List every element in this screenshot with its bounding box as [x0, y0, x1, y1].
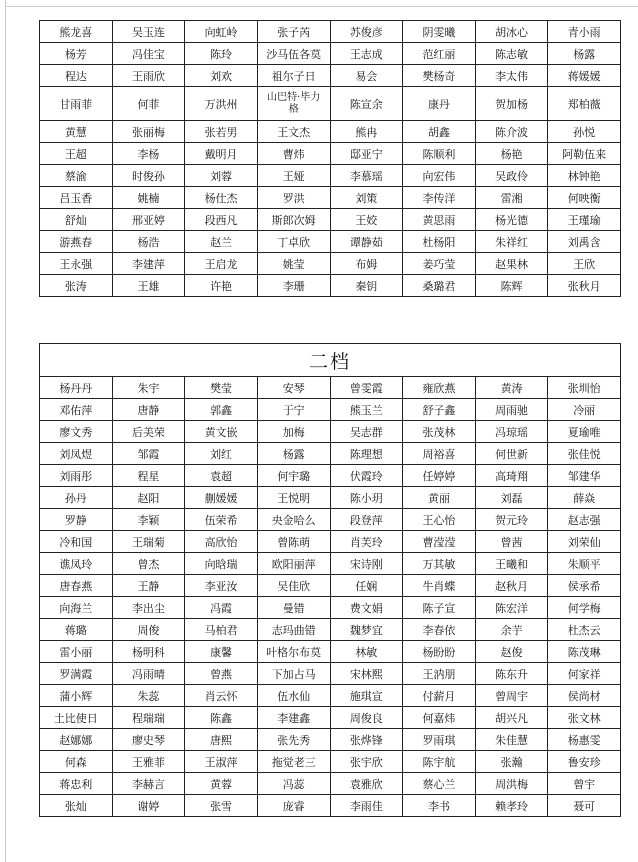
name-cell: 刘红 — [185, 443, 258, 465]
name-cell: 曾燕 — [185, 663, 258, 685]
name-cell: 周裕喜 — [403, 443, 476, 465]
table-row — [40, 253, 621, 275]
table-row — [40, 729, 621, 751]
table-row — [40, 663, 621, 685]
table-row — [40, 641, 621, 663]
name-cell: 时俊孙 — [112, 165, 185, 187]
name-cell: 朱顺平 — [548, 553, 621, 575]
name-cell: 陈介波 — [475, 121, 548, 143]
name-cell: 王欣 — [548, 253, 621, 275]
name-cell: 王淑萍 — [185, 751, 258, 773]
name-cell: 张佳悦 — [548, 443, 621, 465]
name-cell: 刘雨彤 — [40, 465, 113, 487]
page-top-edge — [5, 6, 638, 7]
name-cell: 冷和国 — [40, 531, 113, 553]
name-cell: 戴明月 — [185, 143, 258, 165]
name-cell: 斯郎次姆 — [257, 209, 330, 231]
name-cell: 何学梅 — [548, 597, 621, 619]
name-cell: 罗静 — [40, 509, 113, 531]
name-cell: 伍荣希 — [185, 509, 258, 531]
name-cell: 唐静 — [112, 399, 185, 421]
table-row — [40, 575, 621, 597]
name-cell: 谢婷 — [112, 795, 185, 817]
name-cell: 冯琼瑶 — [475, 421, 548, 443]
name-cell: 王悦明 — [257, 487, 330, 509]
table-row — [40, 597, 621, 619]
name-cell: 王瑞菊 — [112, 531, 185, 553]
name-cell: 何宇璐 — [257, 465, 330, 487]
name-table-section-2 — [39, 343, 621, 817]
name-cell: 贺元玲 — [475, 509, 548, 531]
name-cell: 余芋 — [475, 619, 548, 641]
name-cell: 张子芮 — [257, 21, 330, 43]
name-cell: 姜巧莹 — [403, 253, 476, 275]
name-cell: 蒲小辉 — [40, 685, 113, 707]
name-cell: 曾雯霞 — [330, 377, 403, 399]
name-cell: 杨艳 — [475, 143, 548, 165]
name-cell: 阴雯曦 — [403, 21, 476, 43]
name-cell: 林钟艳 — [548, 165, 621, 187]
name-cell: 雍欣燕 — [403, 377, 476, 399]
name-cell: 王娅 — [257, 165, 330, 187]
name-cell: 何映衡 — [548, 187, 621, 209]
name-cell: 杨露 — [257, 443, 330, 465]
name-cell: 姚莹 — [257, 253, 330, 275]
name-cell: 吴政伶 — [475, 165, 548, 187]
name-cell: 施琪宣 — [330, 685, 403, 707]
name-cell: 张圳怡 — [548, 377, 621, 399]
name-cell: 朱蕊 — [112, 685, 185, 707]
name-cell: 黄涛 — [475, 377, 548, 399]
name-cell: 赵果林 — [475, 253, 548, 275]
name-cell: 孙悦 — [548, 121, 621, 143]
table-row — [40, 443, 621, 465]
name-cell: 罗满霞 — [40, 663, 113, 685]
name-cell: 拖觉老三 — [257, 751, 330, 773]
name-cell: 段西凡 — [185, 209, 258, 231]
name-cell: 邸亚宁 — [330, 143, 403, 165]
name-cell: 冯雨晴 — [112, 663, 185, 685]
name-cell: 王瑾瑜 — [548, 209, 621, 231]
name-cell: 曼错 — [257, 597, 330, 619]
table-row — [40, 531, 621, 553]
name-cell: 唐春燕 — [40, 575, 113, 597]
name-cell: 何森 — [40, 751, 113, 773]
table-row — [40, 43, 621, 65]
name-cell: 李赫言 — [112, 773, 185, 795]
name-cell: 青小雨 — [548, 21, 621, 43]
name-cell: 曾宇 — [548, 773, 621, 795]
name-cell: 伍水仙 — [257, 685, 330, 707]
name-cell: 赖孝玲 — [475, 795, 548, 817]
name-cell: 袁雅欣 — [330, 773, 403, 795]
name-cell: 张丽梅 — [112, 121, 185, 143]
table-row — [40, 65, 621, 87]
name-cell: 陈宏洋 — [475, 597, 548, 619]
name-cell: 侯尚材 — [548, 685, 621, 707]
name-cell: 后美荣 — [112, 421, 185, 443]
name-cell: 桑璐君 — [403, 275, 476, 297]
name-cell: 蒯媛媛 — [185, 487, 258, 509]
table-row — [40, 553, 621, 575]
name-cell: 范红丽 — [403, 43, 476, 65]
name-cell: 吴志群 — [330, 421, 403, 443]
name-cell: 樊杨奇 — [403, 65, 476, 87]
table-row — [40, 421, 621, 443]
name-cell: 李亚汝 — [185, 575, 258, 597]
name-cell: 薛焱 — [548, 487, 621, 509]
name-cell: 万洪州 — [185, 87, 258, 121]
page-left-edge — [5, 0, 6, 862]
name-cell: 康丹 — [403, 87, 476, 121]
name-cell: 朱祥红 — [475, 231, 548, 253]
name-cell: 杨惠雯 — [548, 729, 621, 751]
name-cell: 曹炜 — [257, 143, 330, 165]
name-cell: 甘雨菲 — [40, 87, 113, 121]
name-cell: 祖尔子日 — [257, 65, 330, 87]
name-cell: 李书 — [403, 795, 476, 817]
name-cell: 李颖 — [112, 509, 185, 531]
name-cell: 游燕春 — [40, 231, 113, 253]
table-row — [40, 685, 621, 707]
name-cell: 加梅 — [257, 421, 330, 443]
name-cell: 曾杰 — [112, 553, 185, 575]
name-cell: 央金哈么 — [257, 509, 330, 531]
name-cell: 张瀚 — [475, 751, 548, 773]
table-row — [40, 275, 621, 297]
name-cell: 沙马伍各莫 — [257, 43, 330, 65]
name-cell: 朱佳慧 — [475, 729, 548, 751]
name-cell: 吕玉香 — [40, 187, 113, 209]
name-cell: 程星 — [112, 465, 185, 487]
name-cell: 赵阳 — [112, 487, 185, 509]
name-cell: 杨浩 — [112, 231, 185, 253]
name-cell: 高欣怡 — [185, 531, 258, 553]
name-cell: 蔡心兰 — [403, 773, 476, 795]
name-cell: 何世新 — [475, 443, 548, 465]
name-cell: 雷小丽 — [40, 641, 113, 663]
name-cell: 曾周宇 — [475, 685, 548, 707]
name-cell: 王雅菲 — [112, 751, 185, 773]
name-cell: 刘荣仙 — [548, 531, 621, 553]
name-cell: 王志成 — [330, 43, 403, 65]
name-cell: 李太伟 — [475, 65, 548, 87]
name-cell: 何家祥 — [548, 663, 621, 685]
name-cell: 黄文嵌 — [185, 421, 258, 443]
name-cell: 王雨欣 — [112, 65, 185, 87]
section-title: 二档 — [40, 344, 621, 377]
name-cell: 向虹岭 — [185, 21, 258, 43]
name-cell: 李珊 — [257, 275, 330, 297]
name-cell: 冯佳宝 — [112, 43, 185, 65]
name-cell: 陈玲 — [185, 43, 258, 65]
name-cell: 李慕瑶 — [330, 165, 403, 187]
name-cell: 张灿 — [40, 795, 113, 817]
name-cell: 肖芙玲 — [330, 531, 403, 553]
name-cell: 侯承希 — [548, 575, 621, 597]
name-cell: 许艳 — [185, 275, 258, 297]
table-row — [40, 21, 621, 43]
table-row — [40, 377, 621, 399]
section-title-row — [40, 344, 621, 377]
name-cell: 罗洪 — [257, 187, 330, 209]
name-cell: 叶格尔布莫 — [257, 641, 330, 663]
name-cell: 康馨 — [185, 641, 258, 663]
name-cell: 丁卓欣 — [257, 231, 330, 253]
name-cell: 陈东升 — [475, 663, 548, 685]
name-cell: 吴玉连 — [112, 21, 185, 43]
name-cell: 熊冉 — [330, 121, 403, 143]
name-cell: 魏梦宜 — [330, 619, 403, 641]
name-cell: 任婷婷 — [403, 465, 476, 487]
table-row — [40, 87, 621, 121]
name-cell: 郭鑫 — [185, 399, 258, 421]
table-row — [40, 121, 621, 143]
name-cell: 向海兰 — [40, 597, 113, 619]
name-cell: 牛肖蝶 — [403, 575, 476, 597]
name-cell: 夏瑜唯 — [548, 421, 621, 443]
name-cell: 刘策 — [330, 187, 403, 209]
name-cell: 邹建华 — [548, 465, 621, 487]
table-row — [40, 143, 621, 165]
name-cell: 邹霞 — [112, 443, 185, 465]
name-cell: 鲁安珍 — [548, 751, 621, 773]
name-cell: 万其敏 — [403, 553, 476, 575]
name-cell: 李雨佳 — [330, 795, 403, 817]
name-cell: 唐熙 — [185, 729, 258, 751]
table-row — [40, 187, 621, 209]
name-cell: 李杨 — [112, 143, 185, 165]
table-row — [40, 399, 621, 421]
name-cell: 朱宇 — [112, 377, 185, 399]
name-cell: 杨光德 — [475, 209, 548, 231]
name-cell: 曾茜 — [475, 531, 548, 553]
name-cell: 熊龙喜 — [40, 21, 113, 43]
name-cell: 山巴特·毕力格 — [257, 87, 330, 121]
name-cell: 张先秀 — [257, 729, 330, 751]
name-cell: 林敏 — [330, 641, 403, 663]
name-cell: 周洪梅 — [475, 773, 548, 795]
name-cell: 王文杰 — [257, 121, 330, 143]
name-cell: 张茂林 — [403, 421, 476, 443]
table-row — [40, 487, 621, 509]
name-cell: 王汭朋 — [403, 663, 476, 685]
name-cell: 陈辉 — [475, 275, 548, 297]
name-cell: 任娴 — [330, 575, 403, 597]
name-cell: 志玛曲错 — [257, 619, 330, 641]
name-cell: 陈子宣 — [403, 597, 476, 619]
name-cell: 秦钥 — [330, 275, 403, 297]
table-row — [40, 773, 621, 795]
name-cell: 欧阳丽萍 — [257, 553, 330, 575]
name-cell: 蔡渝 — [40, 165, 113, 187]
name-cell: 冯蕊 — [257, 773, 330, 795]
name-cell: 刘蓉 — [185, 165, 258, 187]
name-cell: 土比使日 — [40, 707, 113, 729]
name-cell: 邢亚婷 — [112, 209, 185, 231]
name-cell: 曹滢滢 — [403, 531, 476, 553]
name-cell: 阿勒伍来 — [548, 143, 621, 165]
name-cell: 王静 — [112, 575, 185, 597]
name-cell: 樊莹 — [185, 377, 258, 399]
name-cell: 赵志强 — [548, 509, 621, 531]
table-row — [40, 751, 621, 773]
name-cell: 王曦和 — [475, 553, 548, 575]
name-cell: 王永强 — [40, 253, 113, 275]
name-cell: 杨丹丹 — [40, 377, 113, 399]
name-cell: 王启龙 — [185, 253, 258, 275]
table-row — [40, 795, 621, 817]
name-cell: 付薪月 — [403, 685, 476, 707]
name-cell: 冷丽 — [548, 399, 621, 421]
name-cell: 袁超 — [185, 465, 258, 487]
name-cell: 舒子鑫 — [403, 399, 476, 421]
name-cell: 杜杨阳 — [403, 231, 476, 253]
name-cell: 杨露 — [548, 43, 621, 65]
name-cell: 何嘉炜 — [403, 707, 476, 729]
name-cell: 舒灿 — [40, 209, 113, 231]
name-cell: 黄蓉 — [185, 773, 258, 795]
name-cell: 熊玉兰 — [330, 399, 403, 421]
name-table-section-1 — [39, 20, 621, 297]
name-cell: 刘凤煜 — [40, 443, 113, 465]
name-cell: 张若男 — [185, 121, 258, 143]
name-cell: 杨芳 — [40, 43, 113, 65]
name-cell: 邓佑萍 — [40, 399, 113, 421]
name-cell: 聂可 — [548, 795, 621, 817]
name-cell: 程达 — [40, 65, 113, 87]
name-cell: 李建萍 — [112, 253, 185, 275]
name-cell: 赵俊 — [475, 641, 548, 663]
table-row — [40, 619, 621, 641]
name-cell: 赵兰 — [185, 231, 258, 253]
name-cell: 曾陈萌 — [257, 531, 330, 553]
name-cell: 蒋璐 — [40, 619, 113, 641]
name-cell: 王雄 — [112, 275, 185, 297]
name-cell: 向宏伟 — [403, 165, 476, 187]
name-cell: 段登萍 — [330, 509, 403, 531]
name-cell: 陈小玥 — [330, 487, 403, 509]
name-cell: 李出尘 — [112, 597, 185, 619]
name-cell: 蒋媛媛 — [548, 65, 621, 87]
name-cell: 苏俊彦 — [330, 21, 403, 43]
name-cell: 冯霞 — [185, 597, 258, 619]
name-cell: 廖文秀 — [40, 421, 113, 443]
name-cell: 王姣 — [330, 209, 403, 231]
name-cell: 刘欢 — [185, 65, 258, 87]
name-cell: 陈顺利 — [403, 143, 476, 165]
name-cell: 吴佳欣 — [257, 575, 330, 597]
name-cell: 刘磊 — [475, 487, 548, 509]
name-cell: 程瑞瑞 — [112, 707, 185, 729]
name-cell: 安琴 — [257, 377, 330, 399]
table-row — [40, 209, 621, 231]
name-cell: 贺加杨 — [475, 87, 548, 121]
name-cell: 伏霞玲 — [330, 465, 403, 487]
name-cell: 杨明科 — [112, 641, 185, 663]
name-cell: 杨仕杰 — [185, 187, 258, 209]
name-cell: 宋林熙 — [330, 663, 403, 685]
name-cell: 胡兴凡 — [475, 707, 548, 729]
name-cell: 胡鑫 — [403, 121, 476, 143]
name-cell: 李春依 — [403, 619, 476, 641]
name-cell: 易会 — [330, 65, 403, 87]
name-cell: 费文娟 — [330, 597, 403, 619]
name-cell: 宋诗刚 — [330, 553, 403, 575]
name-cell: 杨盼盼 — [403, 641, 476, 663]
name-cell: 张文林 — [548, 707, 621, 729]
name-cell: 廖史琴 — [112, 729, 185, 751]
name-cell: 谯凤玲 — [40, 553, 113, 575]
name-cell: 庞睿 — [257, 795, 330, 817]
name-cell: 黄丽 — [403, 487, 476, 509]
name-cell: 黄慧 — [40, 121, 113, 143]
name-cell: 周俊良 — [330, 707, 403, 729]
name-cell: 谭静茹 — [330, 231, 403, 253]
name-cell: 孙丹 — [40, 487, 113, 509]
name-cell: 向晗瑞 — [185, 553, 258, 575]
name-cell: 陈茂琳 — [548, 641, 621, 663]
name-cell: 刘禹含 — [548, 231, 621, 253]
name-cell: 赵娜娜 — [40, 729, 113, 751]
name-cell: 张雪 — [185, 795, 258, 817]
name-cell: 姚楠 — [112, 187, 185, 209]
table-row — [40, 509, 621, 531]
name-cell: 李传洋 — [403, 187, 476, 209]
name-cell: 雷湘 — [475, 187, 548, 209]
name-cell: 王心怡 — [403, 509, 476, 531]
name-cell: 周俊 — [112, 619, 185, 641]
name-cell: 下加占马 — [257, 663, 330, 685]
name-cell: 张秋月 — [548, 275, 621, 297]
table-row — [40, 165, 621, 187]
name-cell: 李建鑫 — [257, 707, 330, 729]
name-cell: 于宁 — [257, 399, 330, 421]
name-cell: 马柏君 — [185, 619, 258, 641]
name-cell: 蒋忠利 — [40, 773, 113, 795]
name-cell: 陈志敏 — [475, 43, 548, 65]
name-cell: 肖云怀 — [185, 685, 258, 707]
name-cell: 陈宇航 — [403, 751, 476, 773]
name-cell: 黄思雨 — [403, 209, 476, 231]
name-cell: 赵秋月 — [475, 575, 548, 597]
name-cell: 陈理想 — [330, 443, 403, 465]
name-cell: 张宇欣 — [330, 751, 403, 773]
name-cell: 张涛 — [40, 275, 113, 297]
name-cell: 王超 — [40, 143, 113, 165]
name-cell: 张烨锋 — [330, 729, 403, 751]
name-cell: 胡冰心 — [475, 21, 548, 43]
name-cell: 布姆 — [330, 253, 403, 275]
name-cell: 郑柏薇 — [548, 87, 621, 121]
table-row — [40, 465, 621, 487]
name-cell: 陈宣余 — [330, 87, 403, 121]
name-cell: 杜杰云 — [548, 619, 621, 641]
name-cell: 高琦翔 — [475, 465, 548, 487]
table-row — [40, 231, 621, 253]
name-cell: 何菲 — [112, 87, 185, 121]
name-cell: 周雨驰 — [475, 399, 548, 421]
name-cell: 罗雨琪 — [403, 729, 476, 751]
table-row — [40, 707, 621, 729]
name-cell: 陈鑫 — [185, 707, 258, 729]
